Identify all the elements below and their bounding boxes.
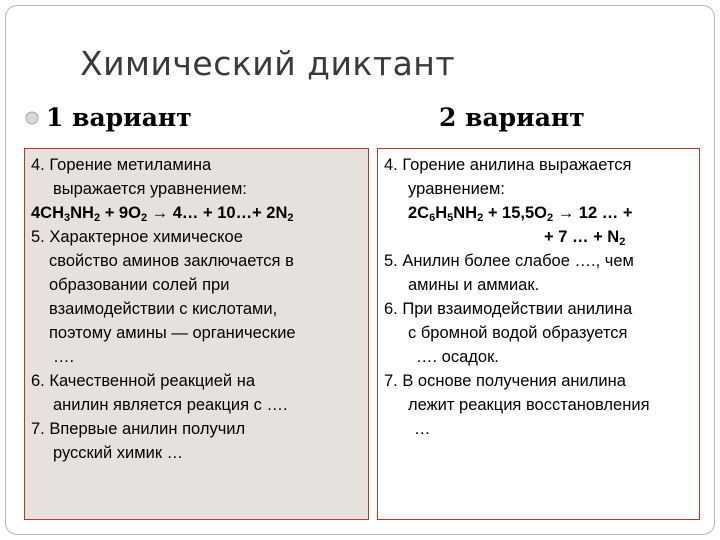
question-5-line: образовании солей при bbox=[49, 276, 230, 294]
slide-title: Химический диктант bbox=[80, 44, 456, 83]
equation-aniline: $2C_6H_5NH_2 + 15,5O_2 \to 12$ … + bbox=[408, 204, 633, 224]
question-7-line: лежит реакция восстановления bbox=[408, 396, 650, 414]
question-5-line: 5. Характерное химическое bbox=[31, 228, 243, 246]
question-4-line: 4. Горение анилина выражается bbox=[384, 156, 632, 174]
question-7-line: … bbox=[414, 420, 431, 438]
question-6-line: 6. При взаимодействии анилина bbox=[384, 300, 633, 318]
variant-1-heading: 1 вариант bbox=[46, 103, 192, 132]
variant-2-panel bbox=[377, 148, 700, 520]
question-4-line: уравнением: bbox=[408, 180, 505, 198]
question-4-line: 4. Горение метиламина bbox=[31, 156, 212, 174]
question-5-line: поэтому амины — органические bbox=[49, 324, 296, 342]
question-7-line: русский химик … bbox=[53, 444, 184, 462]
equation-methylamine: $4CH_3NH_2 + 9O_2$ → 4… + 10…+ $2N_2$ bbox=[31, 204, 294, 224]
question-6-line: 6. Качественной реакцией на bbox=[31, 372, 255, 390]
question-5-line: взаимодействии с кислотами, bbox=[49, 300, 278, 318]
question-6-line: …. осадок. bbox=[416, 348, 499, 366]
question-5-line: 5. Анилин более слабое …., чем bbox=[384, 252, 634, 270]
question-4-line: выражается уравнением: bbox=[53, 180, 247, 198]
variant-2-heading: 2 вариант bbox=[439, 103, 585, 132]
equation-aniline-cont: + 7 … + $N_2$ bbox=[544, 228, 626, 248]
question-6-line: с бромной водой образуется bbox=[408, 324, 628, 342]
question-5-line: свойство аминов заключается в bbox=[49, 252, 294, 270]
question-7-line: 7. Впервые анилин получил bbox=[31, 420, 246, 438]
bullet-icon bbox=[25, 111, 39, 125]
question-7-line: 7. В основе получения анилина bbox=[384, 372, 626, 390]
question-5-line: амины и аммиак. bbox=[408, 276, 540, 294]
question-6-line: анилин является реакция с …. bbox=[53, 396, 288, 414]
variant-1-panel bbox=[24, 148, 369, 520]
question-5-line: …. bbox=[53, 348, 75, 366]
